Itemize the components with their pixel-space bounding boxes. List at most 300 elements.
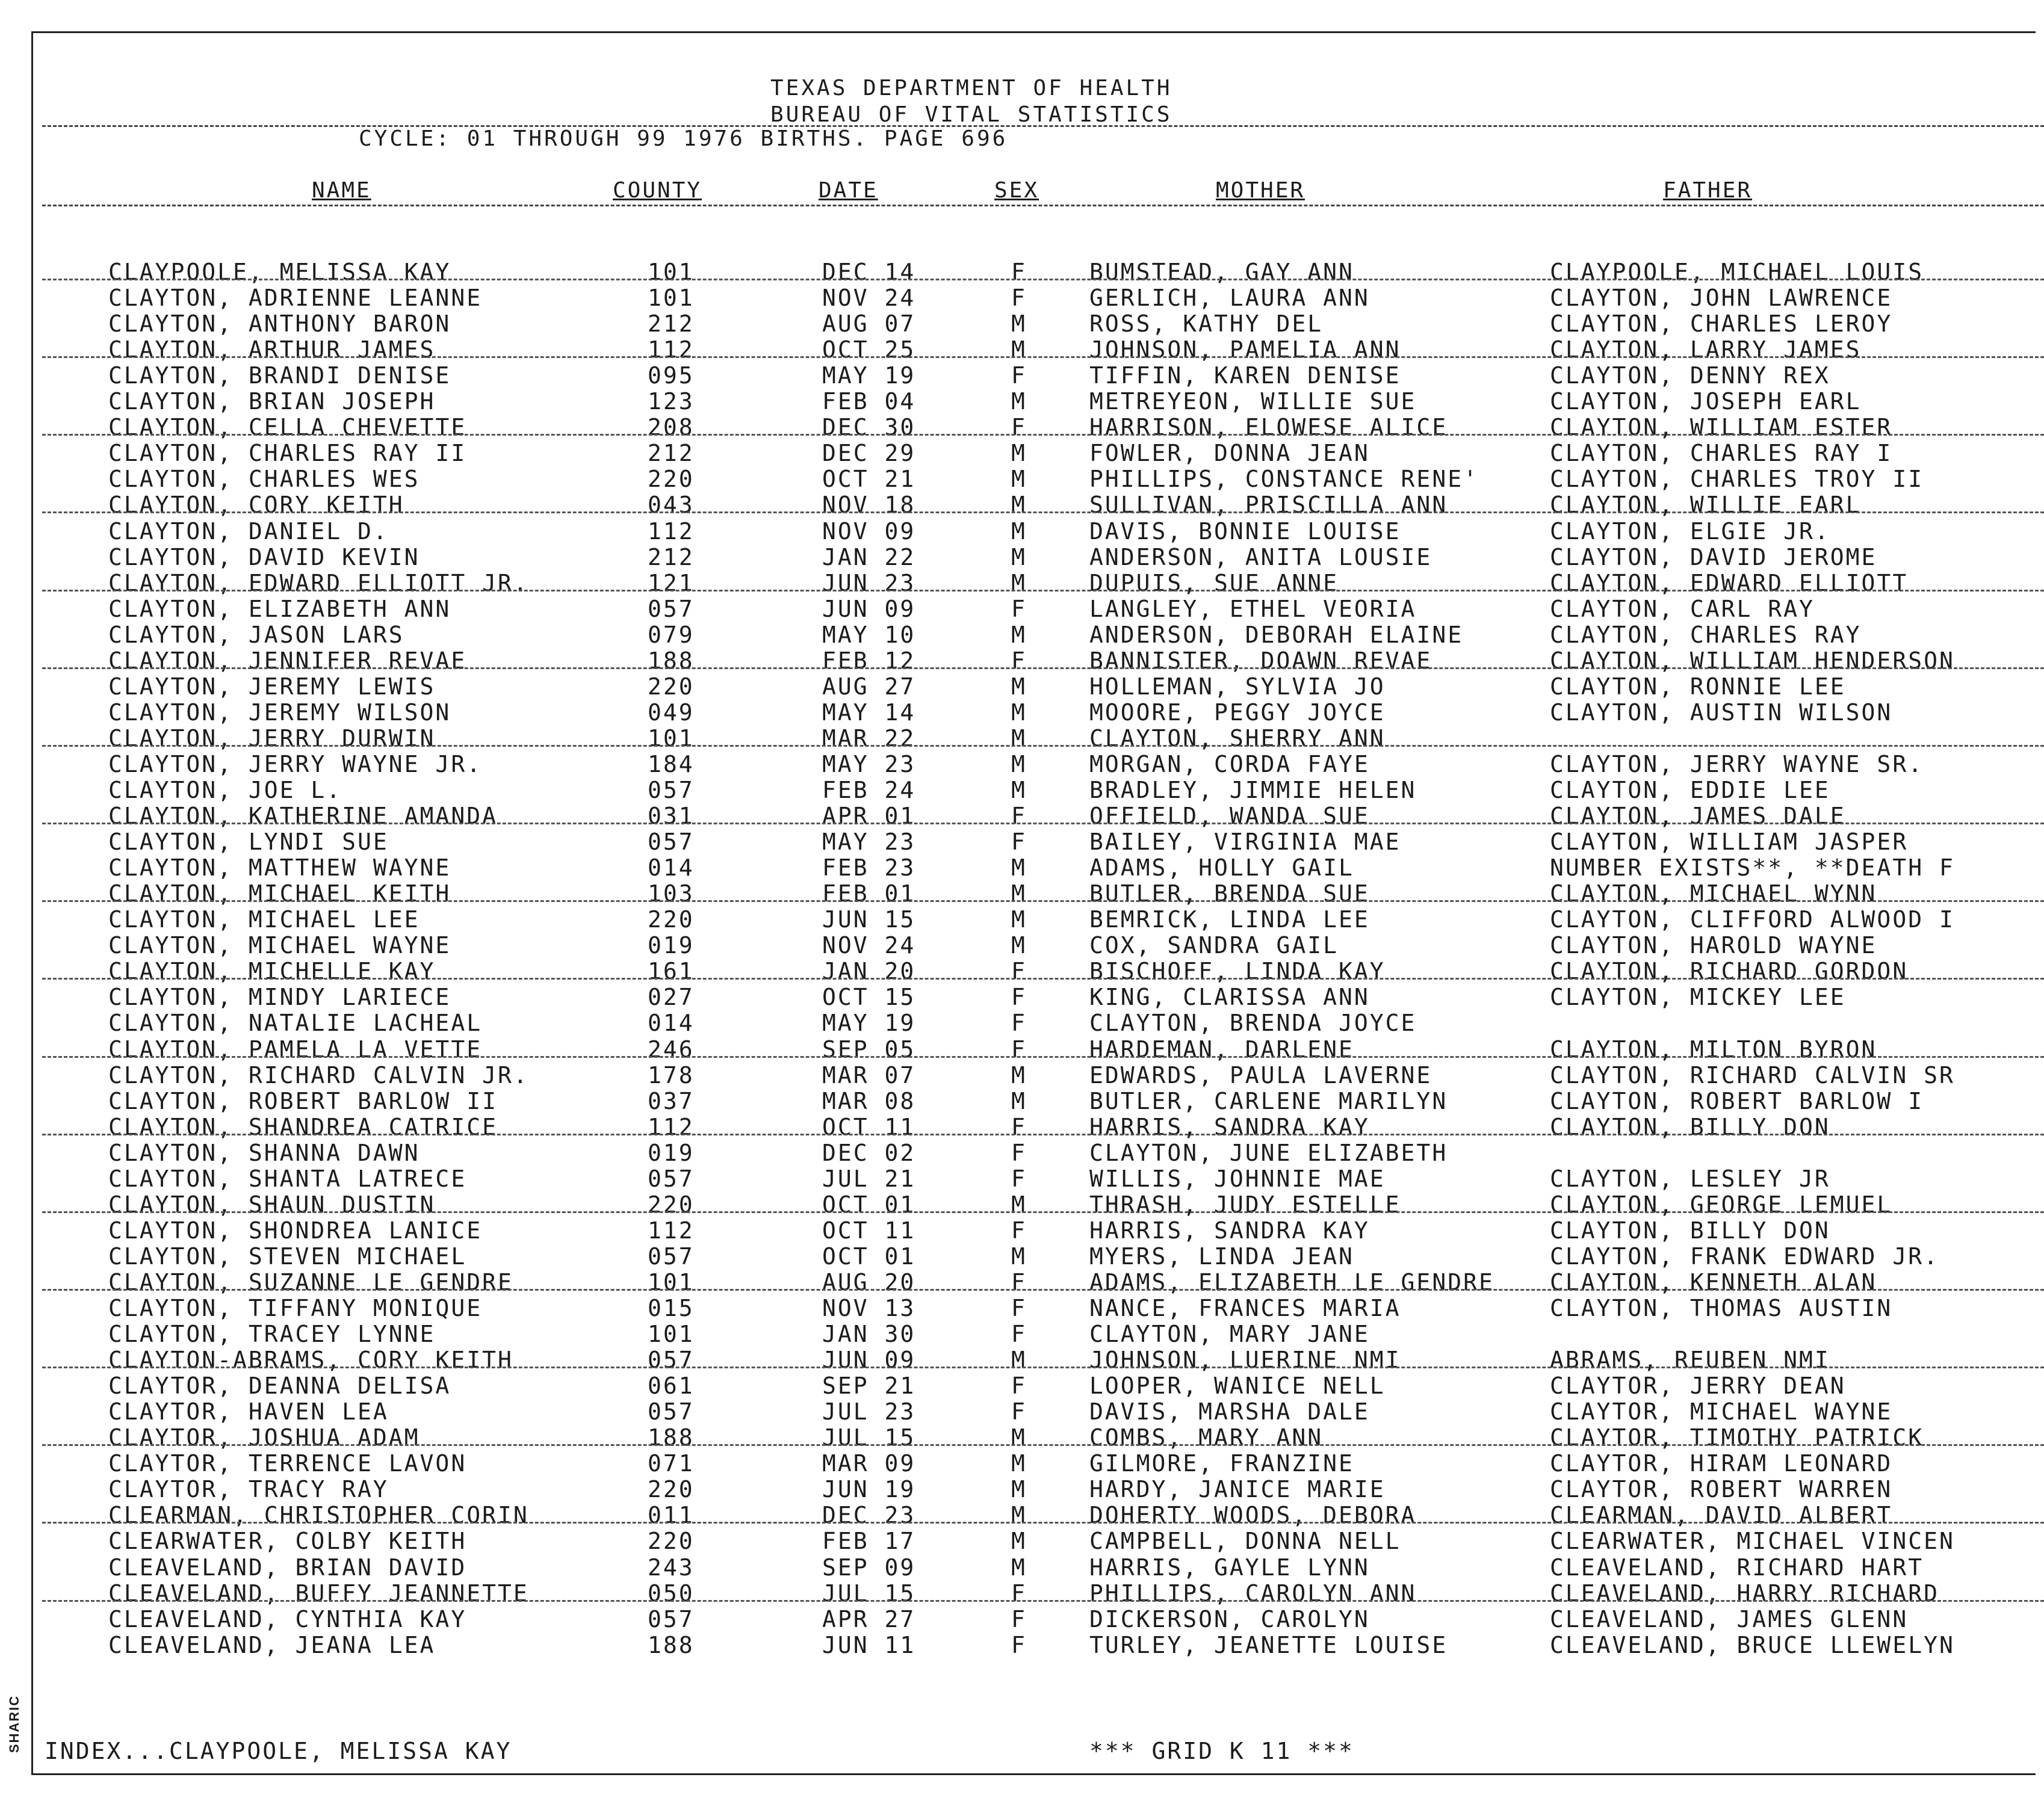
cell-date: JUN 19 bbox=[822, 1476, 916, 1503]
table-row bbox=[0, 725, 2044, 751]
cell-mother: PHILLIPS, CAROLYN ANN bbox=[1089, 1580, 1417, 1607]
cell-sex: M bbox=[1011, 1243, 1027, 1270]
cell-county: 243 bbox=[648, 1554, 695, 1581]
cell-county: 031 bbox=[648, 803, 695, 830]
cell-father: CLAYTON, THOMAS AUSTIN bbox=[1550, 1295, 1893, 1321]
cell-father: CLEAVELAND, JAMES GLENN bbox=[1550, 1605, 1909, 1632]
cell-county: 079 bbox=[648, 621, 695, 648]
cell-name: CLEAVELAND, CYNTHIA KAY bbox=[108, 1605, 467, 1632]
cell-mother: JOHNSON, LUERINE NMI bbox=[1089, 1347, 1401, 1374]
cell-mother: HOLLEMAN, SYLVIA JO bbox=[1089, 673, 1386, 700]
cell-date: DEC 30 bbox=[822, 414, 916, 441]
cell-county: 246 bbox=[648, 1036, 695, 1063]
cell-father: CLAYTON, JOSEPH EARL bbox=[1550, 388, 1862, 415]
cell-date: FEB 01 bbox=[822, 880, 916, 907]
cell-mother: GILMORE, FRANZINE bbox=[1089, 1450, 1354, 1477]
cell-county: 061 bbox=[648, 1373, 695, 1400]
cell-mother: LOOPER, WANICE NELL bbox=[1089, 1373, 1386, 1400]
footer-grid: *** GRID K 11 *** bbox=[1089, 1738, 1354, 1764]
table-row bbox=[0, 1191, 2044, 1217]
cell-name: CLAYTON, JENNIFER REVAE bbox=[108, 647, 467, 674]
cell-sex: M bbox=[1011, 880, 1027, 907]
cell-mother: BISCHOFF, LINDA KAY bbox=[1089, 958, 1386, 985]
cell-mother: DAVIS, MARSHA DALE bbox=[1089, 1398, 1370, 1426]
cell-date: SEP 09 bbox=[822, 1554, 916, 1581]
cell-county: 014 bbox=[648, 854, 695, 882]
cell-sex: F bbox=[1011, 984, 1027, 1011]
cell-father: CLAYTON, BILLY DON bbox=[1550, 1217, 1830, 1244]
cell-father: CLAYTON, KENNETH ALAN bbox=[1550, 1268, 1877, 1296]
cell-name: CLAYTON, CELLA CHEVETTE bbox=[108, 414, 467, 441]
cell-county: 057 bbox=[648, 1347, 695, 1374]
cell-sex: M bbox=[1011, 1087, 1027, 1114]
cell-name: CLAYTOR, TRACY RAY bbox=[108, 1476, 389, 1503]
cell-date: AUG 27 bbox=[822, 673, 916, 700]
cell-mother: HARDY, JANICE MARIE bbox=[1089, 1476, 1386, 1503]
cell-sex: M bbox=[1011, 1528, 1027, 1555]
cell-county: 057 bbox=[648, 1605, 695, 1632]
table-row bbox=[0, 1347, 2044, 1373]
cell-name: CLAYTON, ADRIENNE LEANNE bbox=[108, 285, 483, 312]
table-row bbox=[0, 466, 2044, 492]
header-line2: BUREAU OF VITAL STATISTICS bbox=[770, 102, 1172, 127]
cell-date: FEB 23 bbox=[822, 854, 916, 882]
cell-mother: MORGAN, CORDA FAYE bbox=[1089, 750, 1370, 777]
cell-sex: F bbox=[1011, 414, 1027, 441]
cell-date: OCT 21 bbox=[822, 466, 916, 493]
cell-date: MAY 10 bbox=[822, 621, 916, 648]
cell-county: 161 bbox=[648, 958, 695, 985]
table-row bbox=[0, 1140, 2044, 1166]
cell-mother: METREYEON, WILLIE SUE bbox=[1089, 388, 1417, 415]
footer-index: INDEX...CLAYPOOLE, MELISSA KAY bbox=[45, 1738, 512, 1764]
cell-date: JAN 22 bbox=[822, 543, 916, 570]
cell-date: NOV 24 bbox=[822, 285, 916, 312]
cell-name: CLAYTON, DANIEL D. bbox=[108, 517, 389, 545]
cell-county: 112 bbox=[648, 1217, 695, 1244]
cell-name: CLEAVELAND, BRIAN DAVID bbox=[108, 1554, 467, 1581]
cell-father: CLAYTOR, ROBERT WARREN bbox=[1550, 1476, 1893, 1503]
cell-name: CLAYTON, PAMELA LA VETTE bbox=[108, 1036, 483, 1063]
cell-sex: F bbox=[1011, 1165, 1027, 1192]
cell-sex: F bbox=[1011, 1631, 1027, 1658]
table-row bbox=[0, 1528, 2044, 1554]
cell-county: 049 bbox=[648, 699, 695, 726]
cell-father: CLAYTON, DAVID JEROME bbox=[1550, 543, 1877, 570]
cell-date: MAY 14 bbox=[822, 699, 916, 726]
cell-mother: DOHERTY WOODS, DEBORA bbox=[1089, 1502, 1417, 1529]
cell-sex: F bbox=[1011, 1373, 1027, 1400]
cell-mother: EDWARDS, PAULA LAVERNE bbox=[1089, 1061, 1432, 1089]
cell-name: CLAYTON, MATTHEW WAYNE bbox=[108, 854, 451, 882]
cell-county: 220 bbox=[648, 1476, 695, 1503]
cell-sex: M bbox=[1011, 440, 1027, 467]
table-row bbox=[0, 803, 2044, 829]
cell-father: CLAYPOOLE, MICHAEL LOUIS bbox=[1550, 259, 1924, 285]
cell-date: JUL 21 bbox=[822, 1165, 916, 1192]
cell-date: APR 27 bbox=[822, 1605, 916, 1632]
cell-mother: BAILEY, VIRGINIA MAE bbox=[1089, 829, 1401, 856]
cell-father: CLAYTON, JAMES DALE bbox=[1550, 803, 1846, 830]
cell-sex: F bbox=[1011, 829, 1027, 856]
cell-county: 220 bbox=[648, 466, 695, 493]
cell-sex: F bbox=[1011, 1398, 1027, 1426]
cell-father: CLAYTON, ELGIE JR. bbox=[1550, 517, 1830, 545]
cell-father: CLAYTON, MILTON BYRON bbox=[1550, 1036, 1877, 1063]
cell-name: CLAYTON, LYNDI SUE bbox=[108, 829, 389, 856]
cell-name: CLAYTON, MICHAEL WAYNE bbox=[108, 932, 451, 959]
cell-sex: M bbox=[1011, 724, 1027, 752]
cell-father: CLAYTOR, TIMOTHY PATRICK bbox=[1550, 1424, 1924, 1451]
table-row bbox=[0, 1062, 2044, 1088]
cell-name: CLAYTON, BRIAN JOSEPH bbox=[108, 388, 436, 415]
column-header-county: COUNTY bbox=[613, 178, 702, 203]
cell-county: 188 bbox=[648, 647, 695, 674]
table-row bbox=[0, 1632, 2044, 1658]
cell-county: 101 bbox=[648, 259, 695, 285]
cell-sex: M bbox=[1011, 621, 1027, 648]
cell-date: OCT 11 bbox=[822, 1217, 916, 1244]
cell-name: CLAYTON, ROBERT BARLOW II bbox=[108, 1087, 498, 1114]
table-row bbox=[0, 854, 2044, 880]
cell-mother: DUPUIS, SUE ANNE bbox=[1089, 569, 1339, 596]
cell-sex: M bbox=[1011, 1424, 1027, 1451]
cell-county: 057 bbox=[648, 1398, 695, 1426]
cell-father: CLAYTON, RICHARD CALVIN SR bbox=[1550, 1061, 1955, 1089]
cell-name: CLAYTON, JASON LARS bbox=[108, 621, 404, 648]
column-header-name: NAME bbox=[312, 178, 371, 203]
table-row bbox=[0, 1424, 2044, 1450]
cell-date: AUG 07 bbox=[822, 310, 916, 338]
table-row bbox=[0, 829, 2044, 854]
cell-date: NOV 09 bbox=[822, 517, 916, 545]
table-row bbox=[0, 544, 2044, 570]
cell-county: 011 bbox=[648, 1502, 695, 1529]
cell-mother: CLAYTON, BRENDA JOYCE bbox=[1089, 1010, 1417, 1037]
cell-mother: DAVIS, BONNIE LOUISE bbox=[1089, 517, 1401, 545]
cell-name: CLAYTON, RICHARD CALVIN JR. bbox=[108, 1061, 529, 1089]
cell-name: CLAYTON, SHANTA LATRECE bbox=[108, 1165, 467, 1192]
cell-name: CLAYTOR, HAVEN LEA bbox=[108, 1398, 389, 1426]
cell-county: 178 bbox=[648, 1061, 695, 1089]
cell-county: 071 bbox=[648, 1450, 695, 1477]
cell-name: CLAYTON-ABRAMS, CORY KEITH bbox=[108, 1347, 513, 1374]
cell-father: CLAYTON, WILLIE EARL bbox=[1550, 492, 1862, 519]
cell-mother: CAMPBELL, DONNA NELL bbox=[1089, 1528, 1401, 1555]
cell-date: JUN 23 bbox=[822, 569, 916, 596]
cell-mother: CLAYTON, MARY JANE bbox=[1089, 1321, 1370, 1348]
cell-county: 027 bbox=[648, 984, 695, 1011]
cell-county: 220 bbox=[648, 673, 695, 700]
cell-date: MAY 23 bbox=[822, 829, 916, 856]
cell-sex: M bbox=[1011, 310, 1027, 338]
cell-sex: M bbox=[1011, 906, 1027, 933]
table-row bbox=[0, 958, 2044, 984]
cell-name: CLAYTON, STEVEN MICHAEL bbox=[108, 1243, 467, 1270]
cell-county: 121 bbox=[648, 569, 695, 596]
cell-name: CLAYTON, ARTHUR JAMES bbox=[108, 336, 436, 363]
cell-father: CLAYTON, CLIFFORD ALWOOD I bbox=[1550, 906, 1955, 933]
cell-father: CLAYTOR, HIRAM LEONARD bbox=[1550, 1450, 1893, 1477]
cell-county: 019 bbox=[648, 932, 695, 959]
cell-name: CLAYTON, MICHELLE KAY bbox=[108, 958, 436, 985]
cell-sex: M bbox=[1011, 1502, 1027, 1529]
cell-date: JAN 20 bbox=[822, 958, 916, 985]
cell-name: CLEARWATER, COLBY KEITH bbox=[108, 1528, 467, 1555]
table-row bbox=[0, 751, 2044, 777]
cell-sex: M bbox=[1011, 1347, 1027, 1374]
cell-mother: BRADLEY, JIMMIE HELEN bbox=[1089, 777, 1417, 803]
cell-mother: LANGLEY, ETHEL VEORIA bbox=[1089, 595, 1417, 622]
cell-mother: DICKERSON, CAROLYN bbox=[1089, 1605, 1370, 1632]
cell-sex: F bbox=[1011, 647, 1027, 674]
cell-sex: M bbox=[1011, 932, 1027, 959]
column-header-father: FATHER bbox=[1663, 178, 1753, 203]
cell-date: OCT 15 bbox=[822, 984, 916, 1011]
header-cycle: CYCLE: 01 THROUGH 99 1976 BIRTHS. PAGE 696 bbox=[359, 126, 1008, 151]
cell-county: 212 bbox=[648, 543, 695, 570]
cell-name: CLAYTON, SHONDREA LANICE bbox=[108, 1217, 483, 1244]
column-header-date: DATE bbox=[819, 178, 878, 203]
table-row bbox=[0, 1373, 2044, 1398]
cell-father: CLAYTON, ROBERT BARLOW I bbox=[1550, 1087, 1924, 1114]
cell-mother: MYERS, LINDA JEAN bbox=[1089, 1243, 1354, 1270]
cell-date: DEC 02 bbox=[822, 1139, 916, 1166]
cell-mother: BUTLER, BRENDA SUE bbox=[1089, 880, 1370, 907]
cell-mother: ADAMS, HOLLY GAIL bbox=[1089, 854, 1354, 882]
cell-name: CLAYTON, CORY KEITH bbox=[108, 492, 404, 519]
cell-date: JAN 30 bbox=[822, 1321, 916, 1348]
cell-county: 212 bbox=[648, 440, 695, 467]
cell-date: MAR 09 bbox=[822, 1450, 916, 1477]
cell-date: OCT 01 bbox=[822, 1243, 916, 1270]
cell-mother: BEMRICK, LINDA LEE bbox=[1089, 906, 1370, 933]
column-header-sex: SEX bbox=[994, 178, 1039, 203]
cell-date: JUL 15 bbox=[822, 1424, 916, 1451]
cell-mother: COMBS, MARY ANN bbox=[1089, 1424, 1324, 1451]
table-row bbox=[0, 414, 2044, 440]
cell-county: 050 bbox=[648, 1580, 695, 1607]
cell-father: CLAYTON, WILLIAM ESTER bbox=[1550, 414, 1893, 441]
cell-name: CLAYTOR, TERRENCE LAVON bbox=[108, 1450, 467, 1477]
cell-mother: JOHNSON, PAMELIA ANN bbox=[1089, 336, 1401, 363]
table-row bbox=[0, 673, 2044, 699]
cell-sex: F bbox=[1011, 803, 1027, 830]
cell-county: 123 bbox=[648, 388, 695, 415]
cell-county: 101 bbox=[648, 285, 695, 312]
table-row bbox=[0, 1269, 2044, 1295]
cell-date: NOV 24 bbox=[822, 932, 916, 959]
cell-name: CLAYTON, CHARLES WES bbox=[108, 466, 420, 493]
cell-county: 112 bbox=[648, 1113, 695, 1140]
header-line1: TEXAS DEPARTMENT OF HEALTH bbox=[770, 76, 1172, 100]
header-divider bbox=[42, 125, 2044, 127]
cell-county: 208 bbox=[648, 414, 695, 441]
cell-date: MAR 07 bbox=[822, 1061, 916, 1089]
cell-sex: F bbox=[1011, 1139, 1027, 1166]
cell-father: CLAYTON, JOHN LAWRENCE bbox=[1550, 285, 1893, 312]
cell-name: CLAYTON, ELIZABETH ANN bbox=[108, 595, 451, 622]
cell-father: CLAYTON, RONNIE LEE bbox=[1550, 673, 1846, 700]
cell-father: CLAYTON, BILLY DON bbox=[1550, 1113, 1830, 1140]
cell-county: 015 bbox=[648, 1295, 695, 1321]
table-row bbox=[0, 1321, 2044, 1347]
cell-mother: TURLEY, JEANETTE LOUISE bbox=[1089, 1631, 1448, 1658]
cell-county: 057 bbox=[648, 1243, 695, 1270]
cell-sex: M bbox=[1011, 1476, 1027, 1503]
cell-sex: M bbox=[1011, 699, 1027, 726]
cell-sex: F bbox=[1011, 285, 1027, 312]
cell-name: CLAYTON, SHAUN DUSTIN bbox=[108, 1191, 436, 1218]
table-row bbox=[0, 362, 2044, 388]
cell-name: CLAYTON, EDWARD ELLIOTT JR. bbox=[108, 569, 529, 596]
cell-name: CLAYTON, SUZANNE LE GENDRE bbox=[108, 1268, 513, 1296]
cell-mother: KING, CLARISSA ANN bbox=[1089, 984, 1370, 1011]
table-row bbox=[0, 932, 2044, 958]
cell-sex: F bbox=[1011, 1036, 1027, 1063]
cell-sex: F bbox=[1011, 1217, 1027, 1244]
cell-county: 019 bbox=[648, 1139, 695, 1166]
cell-father: CLAYTON, WILLIAM JASPER bbox=[1550, 829, 1909, 856]
cell-name: CLAYTOR, JOSHUA ADAM bbox=[108, 1424, 420, 1451]
table-row bbox=[0, 647, 2044, 673]
cell-father: CLAYTON, HAROLD WAYNE bbox=[1550, 932, 1877, 959]
cell-name: CLAYTON, TIFFANY MONIQUE bbox=[108, 1295, 483, 1321]
cell-mother: ANDERSON, DEBORAH ELAINE bbox=[1089, 621, 1464, 648]
table-row bbox=[0, 1606, 2044, 1632]
cell-date: DEC 14 bbox=[822, 259, 916, 285]
cell-sex: M bbox=[1011, 750, 1027, 777]
table-row bbox=[0, 699, 2044, 725]
cell-name: CLAYTON, JEREMY LEWIS bbox=[108, 673, 436, 700]
cell-county: 103 bbox=[648, 880, 695, 907]
table-row bbox=[0, 1554, 2044, 1580]
cell-date: OCT 01 bbox=[822, 1191, 916, 1218]
cell-mother: MOOORE, PEGGY JOYCE bbox=[1089, 699, 1386, 726]
cell-county: 037 bbox=[648, 1087, 695, 1114]
cell-mother: NANCE, FRANCES MARIA bbox=[1089, 1295, 1401, 1321]
cell-father: CLAYTON, CHARLES LEROY bbox=[1550, 310, 1893, 338]
cell-mother: OFFIELD, WANDA SUE bbox=[1089, 803, 1370, 830]
cell-name: CLAYTON, JERRY WAYNE JR. bbox=[108, 750, 483, 777]
table-row bbox=[0, 388, 2044, 414]
cell-mother: ANDERSON, ANITA LOUSIE bbox=[1089, 543, 1432, 570]
cell-sex: F bbox=[1011, 1605, 1027, 1632]
cell-name: CLAYTON, JEREMY WILSON bbox=[108, 699, 451, 726]
cell-name: CLAYTON, JERRY DURWIN bbox=[108, 724, 436, 752]
cell-date: JUN 11 bbox=[822, 1631, 916, 1658]
cell-father: CLEARWATER, MICHAEL VINCEN bbox=[1550, 1528, 1955, 1555]
cell-sex: M bbox=[1011, 777, 1027, 803]
cell-sex: M bbox=[1011, 388, 1027, 415]
cell-mother: WILLIS, JOHNNIE MAE bbox=[1089, 1165, 1386, 1192]
table-row bbox=[0, 518, 2044, 544]
cell-date: MAY 19 bbox=[822, 362, 916, 389]
cell-father: ABRAMS, REUBEN NMI bbox=[1550, 1347, 1830, 1374]
cell-county: 095 bbox=[648, 362, 695, 389]
table-row bbox=[0, 984, 2044, 1010]
cell-father: CLAYTON, MICHAEL WYNN bbox=[1550, 880, 1877, 907]
cell-mother: HARDEMAN, DARLENE bbox=[1089, 1036, 1354, 1063]
table-row bbox=[0, 1502, 2044, 1528]
cell-date: OCT 11 bbox=[822, 1113, 916, 1140]
cell-county: 220 bbox=[648, 1528, 695, 1555]
cell-sex: M bbox=[1011, 673, 1027, 700]
cell-sex: F bbox=[1011, 1010, 1027, 1037]
cell-date: JUN 15 bbox=[822, 906, 916, 933]
cell-sex: M bbox=[1011, 1061, 1027, 1089]
cell-name: CLEAVELAND, JEANA LEA bbox=[108, 1631, 436, 1658]
cell-name: CLAYPOOLE, MELISSA KAY bbox=[108, 259, 451, 285]
cell-mother: BANNISTER, DOAWN REVAE bbox=[1089, 647, 1432, 674]
cell-county: 014 bbox=[648, 1010, 695, 1037]
cell-date: APR 01 bbox=[822, 803, 916, 830]
cell-county: 057 bbox=[648, 777, 695, 803]
cell-name: CLAYTON, MINDY LARIECE bbox=[108, 984, 451, 1011]
side-tag bbox=[2, 1692, 26, 1764]
cell-county: 101 bbox=[648, 1268, 695, 1296]
column-header-divider bbox=[42, 205, 2044, 206]
cell-mother: FOWLER, DONNA JEAN bbox=[1089, 440, 1370, 467]
cell-county: 188 bbox=[648, 1424, 695, 1451]
column-header-mother: MOTHER bbox=[1216, 178, 1305, 203]
cell-sex: F bbox=[1011, 1268, 1027, 1296]
cell-sex: M bbox=[1011, 543, 1027, 570]
cell-name: CLAYTON, NATALIE LACHEAL bbox=[108, 1010, 483, 1037]
cell-date: MAR 22 bbox=[822, 724, 916, 752]
table-row bbox=[0, 1114, 2044, 1140]
cell-date: SEP 21 bbox=[822, 1373, 916, 1400]
cell-father: CLAYTON, EDWARD ELLIOTT bbox=[1550, 569, 1909, 596]
cell-sex: F bbox=[1011, 1580, 1027, 1607]
table-row bbox=[0, 285, 2044, 310]
cell-father: CLAYTON, LESLEY JR bbox=[1550, 1165, 1830, 1192]
table-row bbox=[0, 570, 2044, 596]
cell-mother: HARRIS, SANDRA KAY bbox=[1089, 1217, 1370, 1244]
table-row bbox=[0, 1088, 2044, 1114]
cell-date: FEB 17 bbox=[822, 1528, 916, 1555]
cell-date: FEB 12 bbox=[822, 647, 916, 674]
cell-name: CLAYTON, SHANNA DAWN bbox=[108, 1139, 420, 1166]
table-row bbox=[0, 1398, 2044, 1424]
cell-county: 112 bbox=[648, 336, 695, 363]
cell-father: CLEAVELAND, BRUCE LLEWELYN bbox=[1550, 1631, 1955, 1658]
cell-sex: F bbox=[1011, 1295, 1027, 1321]
cell-mother: SULLIVAN, PRISCILLA ANN bbox=[1089, 492, 1448, 519]
table-row bbox=[0, 906, 2044, 932]
cell-date: MAY 23 bbox=[822, 750, 916, 777]
table-row bbox=[0, 492, 2044, 517]
cell-father: CLAYTON, JERRY WAYNE SR. bbox=[1550, 750, 1924, 777]
cell-father: CLAYTON, CHARLES RAY bbox=[1550, 621, 1862, 648]
cell-sex: F bbox=[1011, 1321, 1027, 1348]
cell-name: CLEARMAN, CHRISTOPHER CORIN bbox=[108, 1502, 529, 1529]
cell-father: CLAYTON, LARRY JAMES bbox=[1550, 336, 1862, 363]
table-row bbox=[0, 1010, 2044, 1036]
cell-sex: F bbox=[1011, 1113, 1027, 1140]
cell-name: CLAYTON, JOE L. bbox=[108, 777, 342, 803]
cell-father: NUMBER EXISTS**, **DEATH F bbox=[1550, 854, 1955, 882]
cell-sex: F bbox=[1011, 595, 1027, 622]
cell-name: CLAYTON, MICHAEL LEE bbox=[108, 906, 420, 933]
table-row bbox=[0, 310, 2044, 336]
cell-father: CLAYTON, DENNY REX bbox=[1550, 362, 1830, 389]
cell-father: CLAYTOR, MICHAEL WAYNE bbox=[1550, 1398, 1893, 1426]
table-row bbox=[0, 596, 2044, 622]
cell-sex: M bbox=[1011, 1191, 1027, 1218]
cell-mother: BUMSTEAD, GAY ANN bbox=[1089, 259, 1354, 285]
cell-county: 043 bbox=[648, 492, 695, 519]
